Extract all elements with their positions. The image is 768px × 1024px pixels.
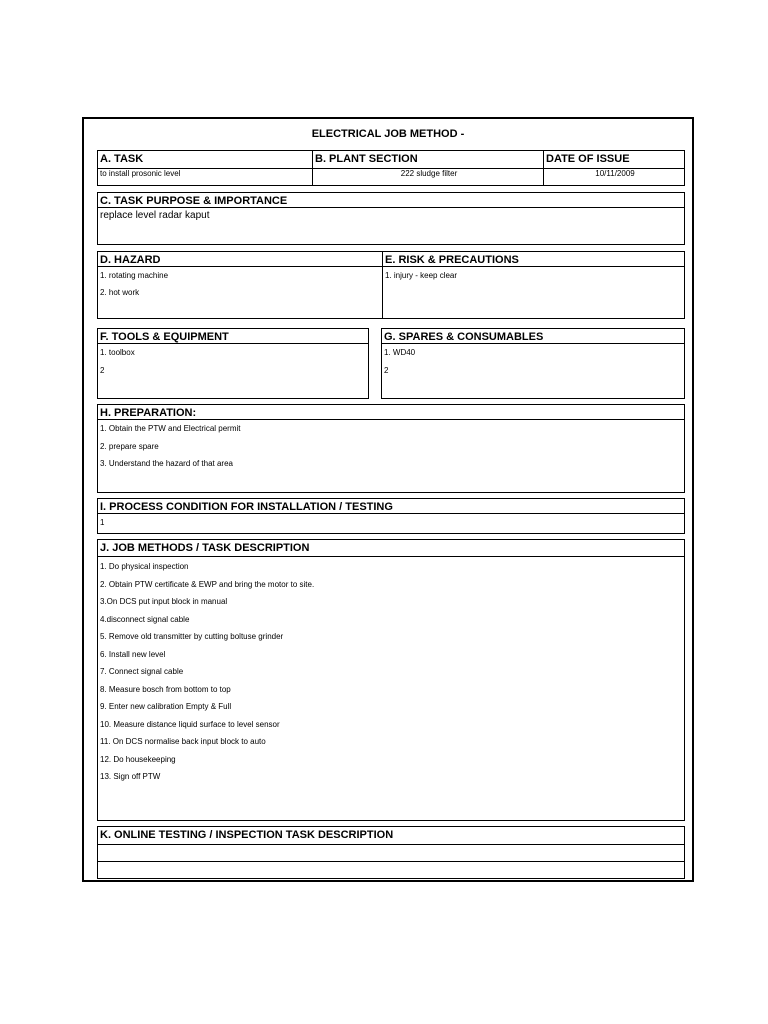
hazard-item: 1. rotating machine: [100, 271, 169, 280]
plant-section-label: B. PLANT SECTION: [315, 153, 418, 165]
spares-label: G. SPARES & CONSUMABLES: [382, 329, 684, 344]
date-of-issue-value: 10/11/2009: [595, 169, 635, 178]
risk-item: 1. injury - keep clear: [385, 271, 458, 280]
job-method-step: 11. On DCS normalise back input block to auto: [100, 737, 266, 746]
online-testing-section: [97, 826, 685, 879]
preparation-label: H. PREPARATION:: [98, 405, 684, 420]
preparation-item: 3. Understand the hazard of that area: [100, 459, 233, 468]
job-method-step: 3.On DCS put input block in manual: [100, 597, 228, 606]
job-method-step: 2. Obtain PTW certificate & EWP and bring the motor to site.: [100, 579, 315, 589]
date-of-issue-label: DATE OF ISSUE: [546, 153, 630, 165]
task-value: to install prosonic level: [100, 169, 181, 178]
task-header-table: [97, 150, 685, 186]
job-method-step: 6. Install new level: [100, 649, 166, 659]
job-method-step: 4.disconnect signal cable: [100, 614, 190, 624]
page-title: ELECTRICAL JOB METHOD -: [311, 128, 465, 140]
tools-item: 2: [100, 365, 105, 375]
preparation-item: 1. Obtain the PTW and Electrical permit: [100, 424, 241, 433]
tools-item: 1. toolbox: [100, 348, 135, 357]
job-methods-label: J. JOB METHODS / TASK DESCRIPTION: [98, 540, 684, 557]
job-method-step: 1. Do physical inspection: [100, 562, 189, 571]
purpose-value: replace level radar kaput: [100, 210, 210, 221]
hazard-item: 2. hot work: [100, 288, 140, 297]
hazard-risk-table: [97, 251, 685, 319]
job-method-step: 5. Remove old transmitter by cutting boltuse grinder: [100, 632, 284, 641]
job-methods-section: [97, 539, 685, 821]
purpose-label: C. TASK PURPOSE & IMPORTANCE: [98, 193, 684, 208]
job-method-step: 13. Sign off PTW: [100, 772, 161, 781]
online-testing-label: K. ONLINE TESTING / INSPECTION TASK DESCRIPTION: [98, 827, 684, 845]
tools-section: [97, 328, 369, 399]
job-method-step: 10. Measure distance liquid surface to level sensor: [100, 719, 280, 729]
spares-item: 2: [384, 365, 389, 375]
risk-column: [382, 252, 684, 318]
process-condition-label: I. PROCESS CONDITION FOR INSTALLATION / TESTING: [98, 499, 684, 514]
online-testing-row-divider: [98, 861, 684, 862]
job-method-step: 9. Enter new calibration Empty & Full: [100, 702, 232, 711]
tools-label: F. TOOLS & EQUIPMENT: [98, 329, 368, 344]
plant-section-value: 222 sludge filter: [400, 169, 458, 178]
job-method-sheet: [82, 117, 694, 882]
job-method-step: 8. Measure bosch from bottom to top: [100, 684, 231, 694]
spares-section: [381, 328, 685, 399]
job-method-step: 7. Connect signal cable: [100, 667, 184, 676]
spares-item: 1. WD40: [384, 348, 416, 357]
hazard-label: D. HAZARD: [98, 252, 382, 267]
job-method-step: 12. Do housekeeping: [100, 754, 176, 764]
preparation-section: [97, 404, 685, 493]
risk-label: E. RISK & PRECAUTIONS: [383, 252, 684, 267]
process-condition-section: [97, 498, 685, 534]
task-label: A. TASK: [100, 153, 144, 165]
hazard-column: [98, 252, 382, 318]
purpose-section: [97, 192, 685, 245]
preparation-item: 2. prepare spare: [100, 441, 159, 451]
process-condition-value: 1: [100, 518, 105, 527]
job-methods-list: [98, 557, 684, 786]
